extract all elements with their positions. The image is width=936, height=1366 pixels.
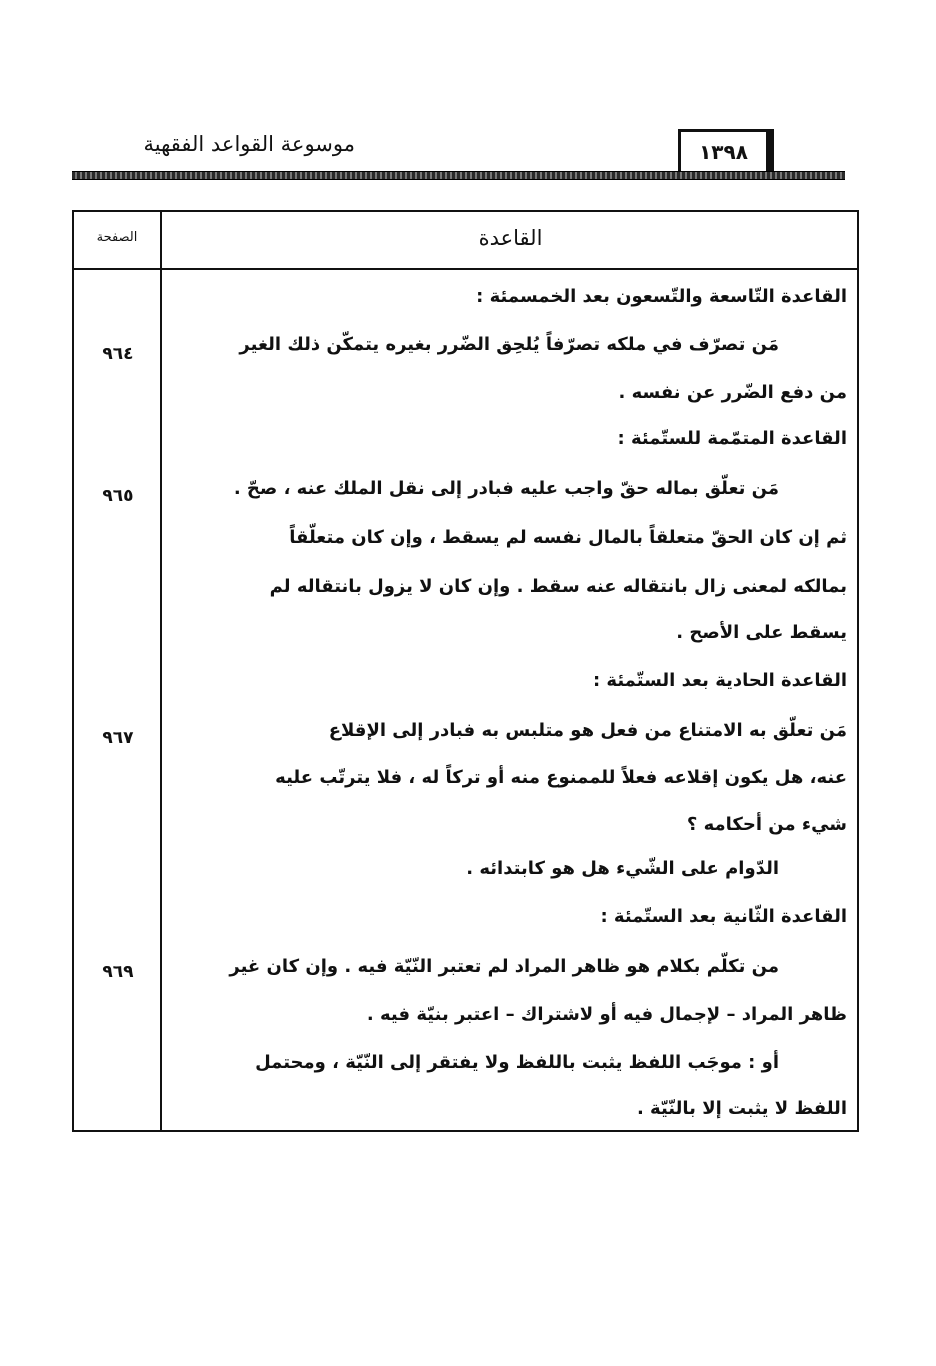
- rules-index-table: [72, 210, 859, 1132]
- rule-heading-600: القاعدة المتمّمة للستّمئة :: [617, 428, 847, 449]
- rule-text-line: مَن تصرّف في ملكه تصرّفاً يُلحِق الضّرر بغيره يتمكّن ذلك الغير: [239, 334, 779, 355]
- rule-text-line: ثم إن كان الحقّ متعلقاً بالمال نفسه لم يسقط ، وإن كان متعلّقاً: [289, 527, 847, 548]
- rule-text-line: شيء من أحكامه ؟: [686, 814, 847, 835]
- page-ref: ٩٦٥: [102, 486, 134, 506]
- page-column-header: الصفحة: [96, 230, 138, 245]
- rule-text-line: عنه، هل يكون إقلاعه فعلاً للممنوع منه أو تركاً له ، فلا يترتّب عليه: [275, 767, 847, 788]
- rule-text-line: مَن تعلّق بماله حقّ واجب عليه فبادر إلى نقل الملك عنه ، صحّ .: [233, 478, 779, 499]
- rule-text-line: من تكلّم بكلام هو ظاهر المراد لم تعتبر النّيّة فيه . وإن كان غير: [229, 956, 779, 977]
- rule-text-line: بمالكه لمعنى زال بانتقاله عنه سقط . وإن كان لا يزول بانتقاله لم: [269, 576, 847, 597]
- page-ref: ٩٦٧: [102, 728, 134, 748]
- header-divider: [74, 268, 857, 270]
- column-divider: [160, 212, 162, 1130]
- header-rule: [72, 171, 845, 180]
- running-head-title: موسوعة القواعد الفقهية: [143, 132, 355, 156]
- rule-heading-601: القاعدة الحادية بعد الستّمئة :: [592, 670, 847, 691]
- page-number: ١٣٩٨: [678, 129, 774, 171]
- rule-text-line: ظاهر المراد – لإجمال فيه أو لاشتراك – اعتبر بنيّة فيه .: [366, 1004, 847, 1025]
- rule-text-line: الدّوام على الشّيء هل هو كابتدائه .: [466, 858, 779, 879]
- rule-text-line: من دفع الضّرر عن نفسه .: [618, 382, 847, 403]
- rule-text-line: أو : موجَب اللفظ يثبت باللفظ ولا يفتقر إلى النّيّة ، ومحتمل: [255, 1052, 779, 1073]
- rule-text-line: اللفظ لا يثبت إلا بالنّيّة .: [636, 1098, 847, 1119]
- rule-column-header: القاعدة: [478, 226, 543, 250]
- rule-heading-599: القاعدة التّاسعة والتّسعون بعد الخمسمئة :: [476, 286, 847, 307]
- rule-heading-602: القاعدة الثّانية بعد الستّمئة :: [600, 906, 847, 927]
- rule-text-line: يسقط على الأصح .: [676, 622, 847, 643]
- rule-text-line: مَن تعلّق به الامتناع من فعل هو متلبس به فبادر إلى الإقلاع: [328, 720, 847, 741]
- page-ref: ٩٦٤: [102, 344, 134, 364]
- page-ref: ٩٦٩: [102, 962, 134, 982]
